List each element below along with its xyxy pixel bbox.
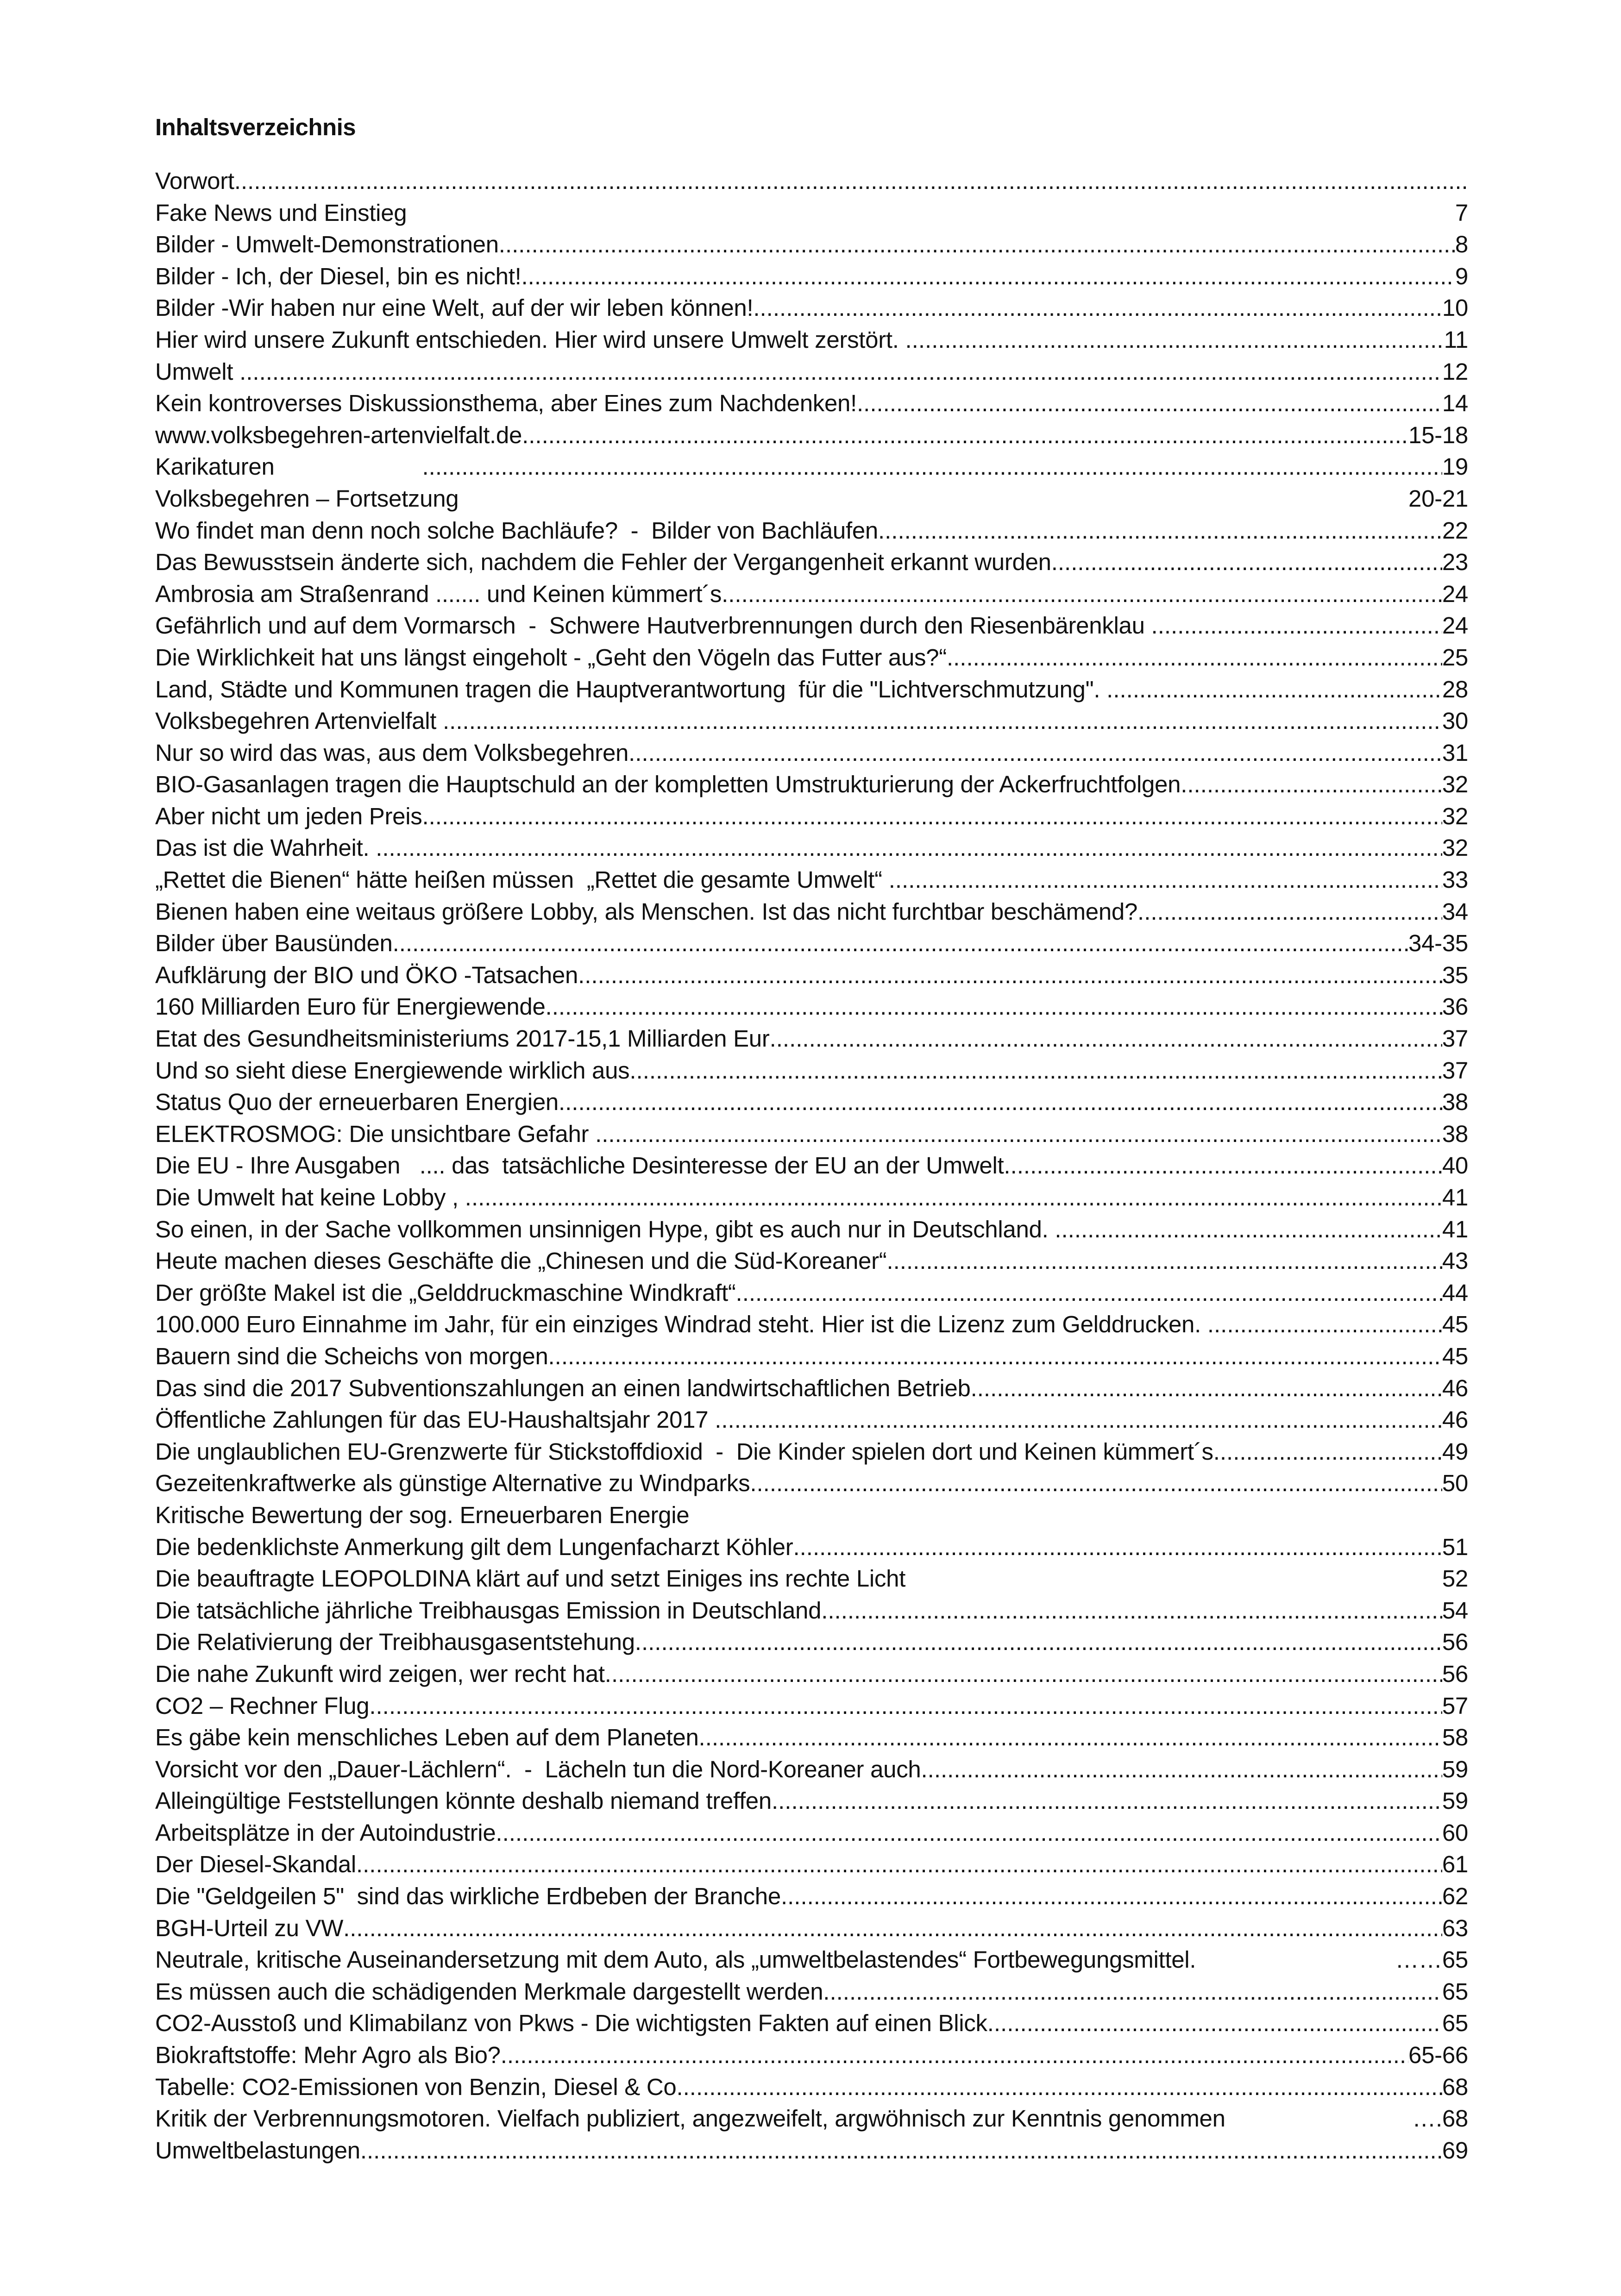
toc-list: [155, 165, 1468, 2166]
toc-entry-page: 65-66: [1408, 2042, 1468, 2069]
toc-dot-leader: [857, 388, 1442, 420]
toc-entry-title: Status Quo der erneuerbaren Energien: [155, 1089, 559, 1116]
toc-entry-page: 65: [1442, 2010, 1468, 2037]
toc-entry-page: 45: [1442, 1311, 1468, 1338]
toc-entry-title: Und so sieht diese Energiewende wirklich aus: [155, 1057, 630, 1084]
toc-entry-page: 43: [1442, 1248, 1468, 1274]
toc-entry-title: Hier wird unsere Zukunft entschieden. Hier wird unsere Umwelt zerstört.: [155, 326, 905, 353]
toc-entry: [155, 1373, 1468, 1405]
toc-entry-title: Biokraftstoffe: Mehr Agro als Bio?: [155, 2042, 501, 2069]
toc-entry-page: 51: [1442, 1533, 1468, 1560]
toc-entry-page: 15-18: [1408, 421, 1468, 448]
toc-entry-page: 62: [1442, 1883, 1468, 1910]
toc-dot-leader: [559, 1086, 1442, 1118]
toc-entry: [155, 356, 1468, 388]
toc-entry-page: 37: [1442, 1025, 1468, 1052]
toc-entry: [155, 1150, 1468, 1182]
toc-entry: [155, 324, 1468, 356]
toc-entry: [155, 1563, 1468, 1595]
toc-dot-leader: [878, 515, 1442, 547]
toc-dot-leader: [1137, 896, 1442, 928]
toc-entry-page: 8: [1455, 231, 1468, 258]
toc-entry-title: Bilder -Wir haben nur eine Welt, auf der wir leben können!: [155, 295, 754, 321]
toc-entry: [155, 388, 1468, 420]
toc-entry: [155, 1976, 1468, 2008]
toc-entry: [155, 451, 1468, 483]
toc-entry-title: „Rettet die Bienen“ hätte heißen müssen „Rettet die gesamte Umwelt“: [155, 866, 889, 893]
toc-entry: [155, 1817, 1468, 1849]
toc-entry-title: Kritik der Verbrennungsmotoren. Vielfach publiziert, angezweifelt, argwöhnisch zur Kenntnis genommen: [155, 2105, 1225, 2132]
toc-dot-leader: [234, 165, 1468, 197]
toc-dot-leader: [343, 1913, 1442, 1945]
toc-entry: [155, 1658, 1468, 1690]
toc-dot-leader: [1106, 674, 1442, 706]
toc-entry-page: 60: [1442, 1819, 1468, 1846]
toc-entry: [155, 578, 1468, 610]
toc-entry: [155, 674, 1468, 706]
toc-entry-title: Es müssen auch die schädigenden Merkmale dargestellt werden: [155, 1978, 823, 2005]
toc-dot-leader: [595, 1118, 1442, 1150]
toc-dot-leader: [753, 292, 1442, 324]
toc-entry: [155, 1182, 1468, 1214]
toc-entry: [155, 1309, 1468, 1341]
toc-entry-page: 30: [1442, 708, 1468, 734]
toc-entry: [155, 737, 1468, 769]
toc-entry-page: 31: [1442, 739, 1468, 766]
toc-dot-leader: [947, 642, 1442, 674]
toc-entry: [155, 1595, 1468, 1627]
toc-entry-page: 58: [1442, 1724, 1468, 1751]
toc-dot-leader: [369, 1690, 1442, 1722]
toc-entry-title: Der größte Makel ist die „Gelddruckmaschine Windkraft“: [155, 1279, 736, 1306]
toc-dot-leader: [443, 705, 1442, 737]
toc-entry: [155, 292, 1468, 324]
toc-dot-leader: [356, 1849, 1442, 1881]
toc-entry-title: Gefährlich und auf dem Vormarsch - Schwere Hautverbrennungen durch den Riesenbärenklau: [155, 612, 1151, 639]
toc-entry-page: 61: [1442, 1851, 1468, 1878]
toc-dot-leader: [821, 1595, 1442, 1627]
toc-entry-page: 9: [1455, 263, 1468, 289]
toc-entry-title: Vorwort: [155, 168, 234, 194]
toc-entry-page: 32: [1442, 771, 1468, 798]
toc-entry: [155, 1277, 1468, 1309]
toc-entry-page: 63: [1442, 1914, 1468, 1941]
toc-entry: [155, 1086, 1468, 1118]
toc-entry-page: 34-35: [1408, 930, 1468, 957]
toc-entry-title: Die Wirklichkeit hat uns längst eingeholt - „Geht den Vögeln das Futter aus?“: [155, 644, 947, 671]
toc-entry: [155, 1849, 1468, 1881]
toc-entry-page: 56: [1442, 1660, 1468, 1687]
toc-dot-leader: [715, 1404, 1442, 1436]
toc-entry: [155, 1404, 1468, 1436]
toc-dot-leader: [971, 1373, 1442, 1405]
toc-entry: [155, 1214, 1468, 1246]
toc-entry: [155, 1626, 1468, 1658]
toc-entry: [155, 1944, 1468, 1976]
toc-entry-title: Es gäbe kein menschliches Leben auf dem Planeten: [155, 1724, 699, 1751]
toc-entry-title: Volksbegehren – Fortsetzung: [155, 485, 459, 512]
toc-entry: [155, 197, 1468, 229]
toc-entry-page: 25: [1442, 644, 1468, 671]
toc-dot-leader: [793, 1531, 1442, 1563]
toc-entry-title: Gezeitenkraftwerke als günstige Alternative zu Windparks: [155, 1470, 750, 1497]
toc-dot-leader: [905, 324, 1444, 356]
toc-entry: [155, 1118, 1468, 1150]
toc-entry-title: ELEKTROSMOG: Die unsichtbare Gefahr: [155, 1120, 596, 1147]
toc-entry-title: Vorsicht vor den „Dauer-Lächlern“. - Lächeln tun die Nord-Koreaner auch: [155, 1756, 921, 1782]
toc-entry-title: Wo findet man denn noch solche Bachläufe? - Bilder von Bachläufen: [155, 517, 878, 544]
toc-entry: [155, 801, 1468, 833]
toc-entry-page: 37: [1442, 1057, 1468, 1084]
toc-dot-leader: [736, 1277, 1442, 1309]
toc-entry-page: 32: [1442, 834, 1468, 861]
toc-dot-leader: [1213, 1436, 1442, 1468]
toc-entry: [155, 1245, 1468, 1277]
toc-entry-page: 44: [1442, 1279, 1468, 1306]
toc-dot-leader: [1151, 610, 1442, 642]
toc-entry-page: 56: [1442, 1629, 1468, 1656]
toc-entry-title: CO2 – Rechner Flug: [155, 1692, 370, 1719]
toc-entry: [155, 705, 1468, 737]
toc-entry: [155, 1436, 1468, 1468]
toc-entry-title: Etat des Gesundheitsministeriums 2017-15,1 Milliarden Eur: [155, 1025, 770, 1052]
toc-entry: [155, 2071, 1468, 2103]
toc-entry-page: 59: [1442, 1756, 1468, 1782]
toc-entry-title: Die Umwelt hat keine Lobby ,: [155, 1184, 465, 1211]
toc-entry-title: Tabelle: CO2-Emissionen von Benzin, Diesel & Co: [155, 2073, 677, 2100]
toc-dot-leader: [635, 1626, 1442, 1658]
toc-entry-title: Die "Geldgeilen 5" sind das wirkliche Erdbeben der Branche: [155, 1883, 781, 1910]
toc-entry: [155, 483, 1468, 515]
toc-dot-leader: [1051, 546, 1442, 578]
toc-entry-title: CO2-Ausstoß und Klimabilanz von Pkws - Die wichtigsten Fakten auf einen Blick: [155, 2010, 987, 2037]
toc-entry-title: Umweltbelastungen: [155, 2137, 360, 2164]
toc-dot-leader: [699, 1722, 1442, 1754]
toc-entry: [155, 610, 1468, 642]
toc-entry-title: Umwelt: [155, 358, 240, 385]
toc-entry-page: 11: [1444, 326, 1468, 353]
toc-entry: [155, 420, 1468, 452]
toc-entry-page: 65: [1442, 1978, 1468, 2005]
toc-entry-title: Die unglaublichen EU-Grenzwerte für Stickstoffdioxid - Die Kinder spielen dort und Keinen kümmert´s: [155, 1438, 1213, 1465]
toc-dot-leader: [522, 420, 1408, 452]
toc-entry-title: Kritische Bewertung der sog. Erneuerbaren Energie: [155, 1501, 690, 1528]
toc-entry-page: 41: [1442, 1216, 1468, 1242]
toc-entry: [155, 2103, 1468, 2135]
toc-entry-title: Ambrosia am Straßenrand ....... und Keinen kümmert´s: [155, 580, 722, 607]
toc-entry-title: Nur so wird das was, aus dem Volksbegehren: [155, 739, 629, 766]
toc-entry-title: 160 Milliarden Euro für Energiewende: [155, 993, 546, 1020]
toc-entry-title: Bilder über Bausünden: [155, 930, 393, 957]
toc-entry-title: Karikaturen: [155, 453, 422, 480]
toc-entry: [155, 2039, 1468, 2071]
toc-entry: [155, 960, 1468, 991]
toc-entry-title: So einen, in der Sache vollkommen unsinnigen Hype, gibt es auch nur in Deutschland.: [155, 1216, 1055, 1242]
toc-dot-leader: [889, 864, 1442, 896]
toc-entry: [155, 1468, 1468, 1499]
toc-entry: [155, 2135, 1468, 2167]
toc-dot-leader: [360, 2135, 1442, 2167]
toc-entry: [155, 515, 1468, 547]
toc-entry: [155, 1722, 1468, 1754]
toc-dot-leader: [770, 1023, 1442, 1055]
toc-entry-title: Aufklärung der BIO und ÖKO -Tatsachen: [155, 961, 578, 988]
toc-entry-page: 68: [1442, 2073, 1468, 2100]
toc-entry-title: Die Relativierung der Treibhausgasentstehung: [155, 1629, 635, 1656]
toc-entry: [155, 1785, 1468, 1817]
toc-entry-title: 100.000 Euro Einnahme im Jahr, für ein einziges Windrad steht. Hier ist die Lizenz zum Gelddrucken.: [155, 1311, 1207, 1338]
toc-dot-leader: [376, 832, 1442, 864]
toc-entry-title: Bienen haben eine weitaus größere Lobby, als Menschen. Ist das nicht furchtbar beschämend?: [155, 898, 1138, 925]
toc-entry-page: 40: [1442, 1152, 1468, 1179]
toc-entry: [155, 1531, 1468, 1563]
toc-entry-page: 50: [1442, 1470, 1468, 1497]
toc-dot-leader: [422, 451, 1442, 483]
toc-entry-page: 45: [1442, 1342, 1468, 1369]
toc-entry-page: 49: [1442, 1438, 1468, 1465]
toc-entry-title: BGH-Urteil zu VW: [155, 1914, 344, 1941]
toc-entry-page: 41: [1442, 1184, 1468, 1211]
toc-entry: [155, 165, 1468, 197]
toc-entry-title: Bauern sind die Scheichs von morgen: [155, 1342, 548, 1369]
toc-dot-leader: [772, 1785, 1442, 1817]
toc-entry-page: 22: [1442, 517, 1468, 544]
toc-entry-title: Öffentliche Zahlungen für das EU-Haushaltsjahr 2017: [155, 1406, 715, 1433]
toc-entry-title: Bilder - Ich, der Diesel, bin es nicht!: [155, 263, 521, 289]
toc-entry-title: Kein kontroverses Diskussionsthema, aber Eines zum Nachdenken!: [155, 390, 857, 417]
toc-dot-leader: [1004, 1150, 1442, 1182]
toc-entry: [155, 928, 1468, 960]
toc-entry-page: 33: [1442, 866, 1468, 893]
toc-dot-leader: [546, 991, 1442, 1023]
toc-entry-title: Der Diesel-Skandal: [155, 1851, 356, 1878]
toc-dot-leader: [921, 1754, 1442, 1786]
toc-entry-title: Neutrale, kritische Auseinandersetzung mit dem Auto, als „umweltbelastendes“ Fortbewegungsmittel.: [155, 1946, 1203, 1973]
toc-page: [155, 113, 1468, 2166]
toc-entry-page: ….68: [1412, 2105, 1468, 2132]
toc-entry-page: 24: [1442, 580, 1468, 607]
toc-entry-page: 38: [1442, 1120, 1468, 1147]
toc-entry-title: Land, Städte und Kommunen tragen die Hauptverantwortung für die "Lichtverschmutzung".: [155, 676, 1107, 703]
toc-entry: [155, 1499, 1468, 1531]
toc-dot-leader: [578, 960, 1442, 991]
toc-entry: [155, 1881, 1468, 1913]
toc-entry: [155, 769, 1468, 801]
toc-entry-page: 52: [1442, 1565, 1468, 1592]
toc-entry-title: Aber nicht um jeden Preis: [155, 803, 422, 829]
toc-entry-page: 24: [1442, 612, 1468, 639]
toc-entry-page: 19: [1442, 453, 1468, 480]
toc-dot-leader: [422, 801, 1442, 833]
toc-dot-leader: [1207, 1309, 1442, 1341]
toc-entry-page: 10: [1442, 295, 1468, 321]
toc-entry-title: Bilder - Umwelt-Demonstrationen: [155, 231, 499, 258]
toc-entry-page: 38: [1442, 1089, 1468, 1116]
toc-entry: [155, 546, 1468, 578]
toc-entry-page: 69: [1442, 2137, 1468, 2164]
toc-dot-leader: [465, 1182, 1442, 1214]
toc-entry-title: Alleingültige Feststellungen könnte deshalb niemand treffen: [155, 1788, 772, 1814]
toc-entry-title: Fake News und Einstieg: [155, 199, 407, 226]
toc-entry-title: Das ist die Wahrheit.: [155, 834, 376, 861]
toc-entry: [155, 1690, 1468, 1722]
toc-entry-page: 35: [1442, 961, 1468, 988]
toc-entry-page: ……65: [1395, 1946, 1468, 1973]
toc-entry-page: 23: [1442, 549, 1468, 576]
toc-entry: [155, 1913, 1468, 1945]
toc-entry-page: 57: [1442, 1692, 1468, 1719]
toc-entry: [155, 1754, 1468, 1786]
toc-entry-title: Volksbegehren Artenvielfalt: [155, 708, 443, 734]
toc-entry-page: 46: [1442, 1374, 1468, 1401]
toc-title: Inhaltsverzeichnis: [155, 114, 356, 140]
toc-entry-page: 14: [1442, 390, 1468, 417]
toc-dot-leader: [987, 2007, 1442, 2039]
toc-entry: [155, 229, 1468, 261]
toc-entry: [155, 864, 1468, 896]
toc-dot-leader: [605, 1658, 1442, 1690]
toc-entry-title: Heute machen dieses Geschäfte die „Chinesen und die Süd-Koreaner“: [155, 1248, 887, 1274]
toc-entry-page: 32: [1442, 803, 1468, 829]
toc-entry-page: 34: [1442, 898, 1468, 925]
toc-entry-title: Das sind die 2017 Subventionszahlungen an einen landwirtschaftlichen Betrieb: [155, 1374, 971, 1401]
toc-entry-title: Die nahe Zukunft wird zeigen, wer recht hat: [155, 1660, 605, 1687]
toc-entry-page: 36: [1442, 993, 1468, 1020]
toc-entry-title: Die beauftragte LEOPOLDINA klärt auf und setzt Einiges ins rechte Licht: [155, 1565, 906, 1592]
toc-dot-leader: [548, 1341, 1442, 1373]
toc-entry-page: 20-21: [1408, 485, 1468, 512]
toc-dot-leader: [781, 1881, 1442, 1913]
toc-entry-page: 46: [1442, 1406, 1468, 1433]
toc-entry-page: 7: [1455, 199, 1468, 226]
toc-dot-leader: [393, 928, 1408, 960]
toc-dot-leader: [629, 1055, 1442, 1087]
toc-entry: [155, 1023, 1468, 1055]
toc-entry-page: 54: [1442, 1597, 1468, 1624]
toc-dot-leader: [239, 356, 1442, 388]
toc-entry-title: Arbeitsplätze in der Autoindustrie: [155, 1819, 496, 1846]
toc-entry: [155, 1341, 1468, 1373]
toc-dot-leader: [823, 1976, 1442, 2008]
toc-entry: [155, 261, 1468, 293]
toc-entry: [155, 642, 1468, 674]
toc-dot-leader: [676, 2071, 1442, 2103]
toc-entry-title: Das Bewusstsein änderte sich, nachdem die Fehler der Vergangenheit erkannt wurden: [155, 549, 1051, 576]
toc-dot-leader: [1055, 1214, 1442, 1246]
toc-dot-leader: [722, 578, 1442, 610]
toc-entry-title: www.volksbegehren-artenvielfalt.de: [155, 421, 522, 448]
toc-entry: [155, 896, 1468, 928]
toc-entry: [155, 2007, 1468, 2039]
toc-dot-leader: [750, 1468, 1442, 1499]
toc-entry-title: Die bedenklichste Anmerkung gilt dem Lungenfacharzt Köhler: [155, 1533, 793, 1560]
toc-entry: [155, 991, 1468, 1023]
toc-dot-leader: [496, 1817, 1442, 1849]
toc-dot-leader: [521, 261, 1455, 293]
toc-entry-title: Die tatsächliche jährliche Treibhausgas Emission in Deutschland: [155, 1597, 822, 1624]
toc-entry-title: Die EU - Ihre Ausgaben .... das tatsächliche Desinteresse der EU an der Umwelt: [155, 1152, 1004, 1179]
toc-dot-leader: [1181, 769, 1442, 801]
toc-entry: [155, 1055, 1468, 1087]
toc-entry-page: 12: [1442, 358, 1468, 385]
toc-dot-leader: [499, 229, 1455, 261]
toc-entry-page: 59: [1442, 1788, 1468, 1814]
toc-dot-leader: [628, 737, 1442, 769]
toc-entry: [155, 832, 1468, 864]
toc-entry-title: BIO-Gasanlagen tragen die Hauptschuld an der kompletten Umstrukturierung der Ackerfruchtfolgen: [155, 771, 1181, 798]
toc-dot-leader: [886, 1245, 1442, 1277]
toc-entry-page: 28: [1442, 676, 1468, 703]
toc-dot-leader: [501, 2039, 1408, 2071]
